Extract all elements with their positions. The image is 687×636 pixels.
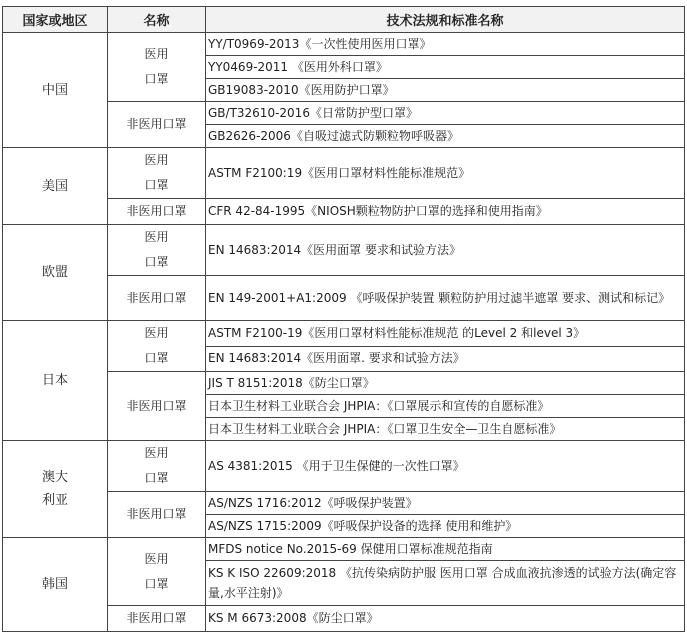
category-cell: 非医用口罩 — [108, 372, 206, 441]
standard-cell: AS/NZS 1715:2009《呼吸保护设备的选择 使用和维护》 — [206, 515, 685, 538]
standard-cell: KS M 6673:2008《防尘口罩》 — [206, 606, 685, 632]
country-cell: 欧盟 — [3, 225, 108, 321]
standard-cell: EN 14683:2014《医用面罩 要求和试验方法》 — [206, 225, 685, 276]
category-cell: 非医用口罩 — [108, 199, 206, 225]
country-cell: 中国 — [3, 33, 108, 148]
category-cell: 非医用口罩 — [108, 606, 206, 632]
standard-cell: JIS T 8151:2018《防尘口罩》 — [206, 372, 685, 395]
standard-cell: GB/T32610-2016《日常防护型口罩》 — [206, 102, 685, 125]
table-row — [3, 441, 685, 492]
category-cell: 非医用口罩 — [108, 102, 206, 148]
standards-table — [2, 6, 685, 632]
header-row — [3, 7, 685, 33]
standard-cell: MFDS notice No.2015-69 保健用口罩标准规范指南 — [206, 538, 685, 561]
standard-cell: KS K ISO 22609:2018 《抗传染病防护服 医用口罩 合成血液抗渗透的试验方法(确定容量,水平注射)》 — [206, 561, 685, 606]
standard-cell: EN 14683:2014《医用面罩. 要求和试验方法》 — [206, 346, 685, 372]
standard-cell: 日本卫生材料工业联合会 JHPIA：《口罩卫生安全—卫生自愿标准》 — [206, 418, 685, 441]
table-row — [3, 321, 685, 347]
country-cell: 日本 — [3, 321, 108, 441]
standard-cell: GB2626-2006《自吸过滤式防颗粒物呼吸器》 — [206, 125, 685, 148]
standard-cell: YY0469-2011 《医用外科口罩》 — [206, 56, 685, 79]
country-cell: 澳大 利亚 — [3, 441, 108, 538]
standard-cell: CFR 42-84-1995《NIOSH颗粒物防护口罩的选择和使用指南》 — [206, 199, 685, 225]
category-cell: 非医用口罩 — [108, 492, 206, 538]
table-row — [3, 33, 685, 56]
country-cell: 美国 — [3, 148, 108, 225]
header-country: 国家或地区 — [3, 7, 108, 33]
table-row — [3, 538, 685, 561]
category-cell: 非医用口罩 — [108, 276, 206, 321]
country-cell: 韩国 — [3, 538, 108, 632]
category-cell: 医用 口罩 — [108, 321, 206, 372]
standard-cell: 日本卫生材料工业联合会 JHPIA：《口罩展示和宣传的自愿标准》 — [206, 395, 685, 418]
header-name: 名称 — [108, 7, 206, 33]
header-standard: 技术法规和标准名称 — [206, 7, 685, 33]
table-body — [3, 33, 685, 632]
table-row — [3, 225, 685, 276]
category-cell: 医用 口罩 — [108, 441, 206, 492]
category-cell: 医用 口罩 — [108, 33, 206, 102]
category-cell: 医用 口罩 — [108, 225, 206, 276]
standard-cell: YY/T0969-2013《一次性使用医用口罩》 — [206, 33, 685, 56]
standard-cell: ASTM F2100:19《医用口罩材料性能标准规范》 — [206, 148, 685, 199]
category-cell: 医用 口罩 — [108, 148, 206, 199]
standard-cell: GB19083-2010《医用防护口罩》 — [206, 79, 685, 102]
standard-cell: ASTM F2100-19《医用口罩材料性能标准规范 的Level 2 和level 3》 — [206, 321, 685, 347]
standard-cell: AS/NZS 1716:2012《呼吸保护装置》 — [206, 492, 685, 515]
standard-cell: EN 149-2001+A1:2009 《呼吸保护装置 颗粒防护用过滤半遮罩 要求、测试和标记》 — [206, 276, 685, 321]
table-row — [3, 148, 685, 199]
category-cell: 医用 口罩 — [108, 538, 206, 606]
standard-cell: AS 4381:2015 《用于卫生保健的一次性口罩》 — [206, 441, 685, 492]
